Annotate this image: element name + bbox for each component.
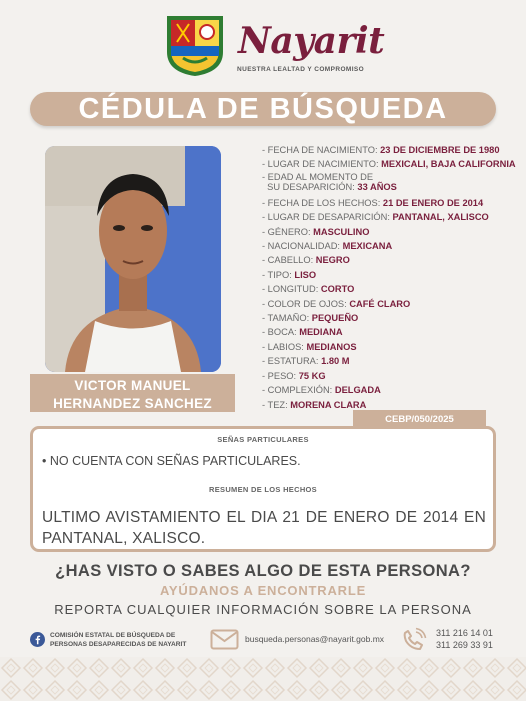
cta-report: REPORTA CUALQUIER INFORMACIÓN SOBRE LA PERSONA bbox=[54, 602, 472, 617]
person-first-name: VICTOR MANUEL bbox=[74, 378, 191, 393]
distinguishing-marks-text: • NO CUENTA CON SEÑAS PARTICULARES. bbox=[42, 454, 301, 468]
brand-name: Nayarit bbox=[238, 20, 385, 62]
contact-phone-1[interactable]: 311 216 14 01 bbox=[436, 628, 493, 638]
state-coat-of-arms-icon bbox=[163, 12, 227, 78]
detail-row-birthdate: - FECHA DE NACIMIENTO: 23 DE DICIEMBRE DE 1980 bbox=[262, 145, 500, 155]
contact-phone-2[interactable]: 311 269 33 91 bbox=[436, 640, 493, 650]
details-list bbox=[262, 143, 524, 412]
facebook-icon[interactable] bbox=[30, 632, 45, 647]
detail-row-size: - TAMAÑO: PEQUEÑO bbox=[262, 313, 359, 324]
mail-icon bbox=[210, 629, 239, 650]
org-name-line2: PERSONAS DESAPARECIDAS DE NAYARIT bbox=[50, 641, 187, 648]
detail-row-mouth: - BOCA: MEDIANA bbox=[262, 327, 343, 338]
detail-row-event-date: - FECHA DE LOS HECHOS: 21 DE ENERO DE 2014 bbox=[262, 197, 484, 208]
contact-email[interactable]: busqueda.personas@nayarit.gob.mx bbox=[245, 634, 385, 644]
summary-text: ULTIMO AVISTAMIENTO EL DIA 21 DE ENERO DE 2014 EN PANTANAL, XALISCO. bbox=[42, 509, 486, 547]
person-photo bbox=[45, 146, 221, 372]
detail-row-complexion: - TEZ: MORENA CLARA bbox=[262, 399, 367, 410]
distinguishing-marks-heading: SEÑAS PARTICULARES bbox=[217, 435, 309, 444]
person-last-name: HERNANDEZ SANCHEZ bbox=[53, 396, 212, 411]
detail-row-build: - COMPLEXIÓN: DELGADA bbox=[262, 385, 381, 396]
detail-row-age: - EDAD AL MOMENTO DE SU DESAPARICIÓN: 33 AÑOS bbox=[262, 171, 397, 193]
detail-row-eye-color: - COLOR DE OJOS: CAFÉ CLARO bbox=[262, 298, 411, 309]
decorative-pattern bbox=[0, 657, 526, 701]
detail-row-hair: - CABELLO: NEGRO bbox=[262, 255, 350, 266]
detail-row-birthplace: - LUGAR DE NACIMIENTO: MEXICALI, BAJA CALIFORNIA bbox=[262, 159, 516, 170]
brand-tagline: NUESTRA LEALTAD Y COMPROMISO bbox=[237, 66, 365, 73]
detail-row-nationality: - NACIONALIDAD: MEXICANA bbox=[262, 241, 393, 252]
detail-row-disappearance-place: - LUGAR DE DESAPARICIÓN: PANTANAL, XALISCO bbox=[262, 212, 489, 223]
detail-row-height: - ESTATURA: 1.80 M bbox=[262, 356, 350, 367]
detail-row-hair-type: - TIPO: LISO bbox=[262, 269, 317, 280]
cta-question: ¿HAS VISTO O SABES ALGO DE ESTA PERSONA? bbox=[55, 562, 471, 580]
detail-row-hair-length: - LONGITUD: CORTO bbox=[262, 284, 355, 295]
page-title: CÉDULA DE BÚSQUEDA bbox=[78, 93, 448, 125]
detail-row-gender: - GÉNERO: MASCULINO bbox=[262, 226, 370, 237]
phone-icon bbox=[401, 627, 427, 653]
cta-help: AYÚDANOS A ENCONTRARLE bbox=[159, 583, 367, 598]
detail-row-lips: - LABIOS: MEDIANOS bbox=[262, 341, 357, 352]
case-code: CEBP/050/2025 bbox=[385, 414, 454, 425]
detail-row-weight: - PESO: 75 KG bbox=[262, 370, 326, 381]
summary-heading: RESUMEN DE LOS HECHOS bbox=[209, 485, 317, 494]
org-name-line1: COMISIÓN ESTATAL DE BÚSQUEDA DE bbox=[50, 632, 176, 639]
